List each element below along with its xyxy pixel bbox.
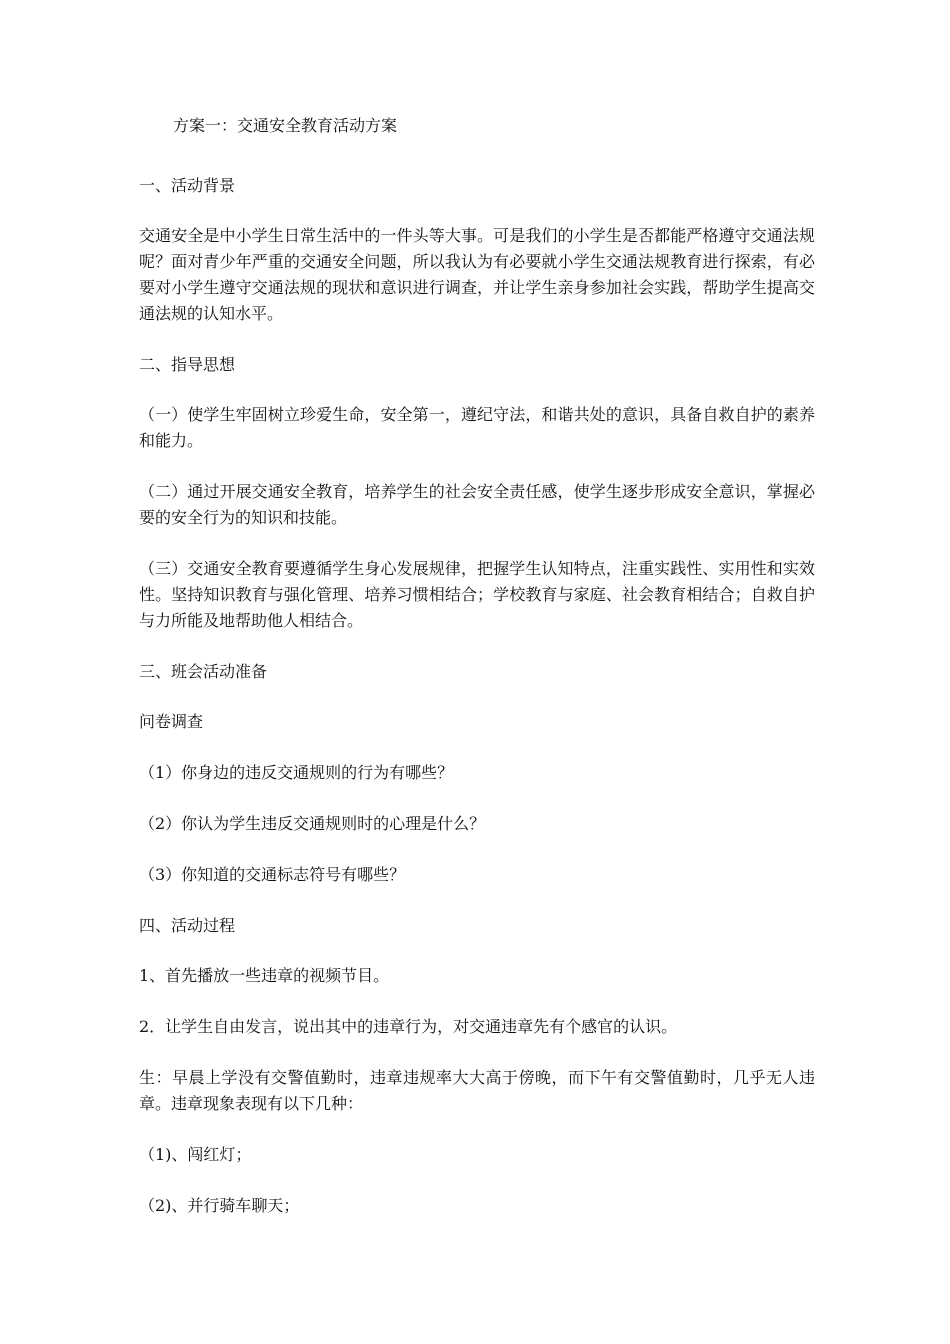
paragraph-questionnaire-label: 问卷调查	[139, 712, 204, 731]
paragraph-process-step-2: 2．让学生自由发言，说出其中的违章行为，对交通违章先有个感官的认识。	[139, 1017, 678, 1036]
paragraph-guiding-point-3: （三）交通安全教育要遵循学生身心发展规律，把握学生认知特点，注重实践性、实用性和实效性。坚持知识教育与强化管理、培养习惯相结合；学校教育与家庭、社会教育相结合；自救自护与力所能及地帮助他人相结合。	[139, 559, 815, 630]
paragraph-question-1: （1）你身边的违反交通规则的行为有哪些？	[139, 763, 454, 782]
paragraph-background-text: 交通安全是中小学生日常生活中的一件头等大事。可是我们的小学生是否都能严格遵守交通法规呢？面对青少年严重的交通安全问题，所以我认为有必要就小学生交通法规教育进行探索，有必要对小学生遵守交通法规的现状和意识进行调查，并让学生亲身参加社会实践，帮助学生提高交通法规的认知水平。	[139, 226, 815, 323]
section-heading-activity-process: 四、活动过程	[139, 916, 236, 935]
document-body	[139, 113, 815, 1244]
paragraph-process-step-1: 1、首先播放一些违章的视频节目。	[139, 966, 390, 985]
section-heading-background: 一、活动背景	[139, 176, 236, 195]
document-title: 方案一：交通安全教育活动方案	[173, 116, 398, 135]
section-heading-guiding-ideology: 二、指导思想	[139, 355, 236, 374]
paragraph-student-response: 生：早晨上学没有交警值勤时，违章违规率大大高于傍晚，而下午有交警值勤时，几乎无人违章。违章现象表现有以下几种：	[139, 1068, 815, 1113]
paragraph-guiding-point-2: （二）通过开展交通安全教育，培养学生的社会安全责任感，使学生逐步形成安全意识，掌握必要的安全行为的知识和技能。	[139, 482, 815, 527]
paragraph-guiding-point-1: （一）使学生牢固树立珍爱生命，安全第一，遵纪守法，和谐共处的意识，具备自救自护的素养和能力。	[139, 405, 815, 450]
paragraph-violation-1: （1)、闯红灯；	[139, 1145, 252, 1164]
section-heading-preparation: 三、班会活动准备	[139, 662, 268, 681]
paragraph-question-2: （2）你认为学生违反交通规则时的心理是什么？	[139, 814, 486, 833]
paragraph-violation-2: （2)、并行骑车聊天；	[139, 1196, 300, 1215]
paragraph-question-3: （3）你知道的交通标志符号有哪些？	[139, 865, 406, 884]
